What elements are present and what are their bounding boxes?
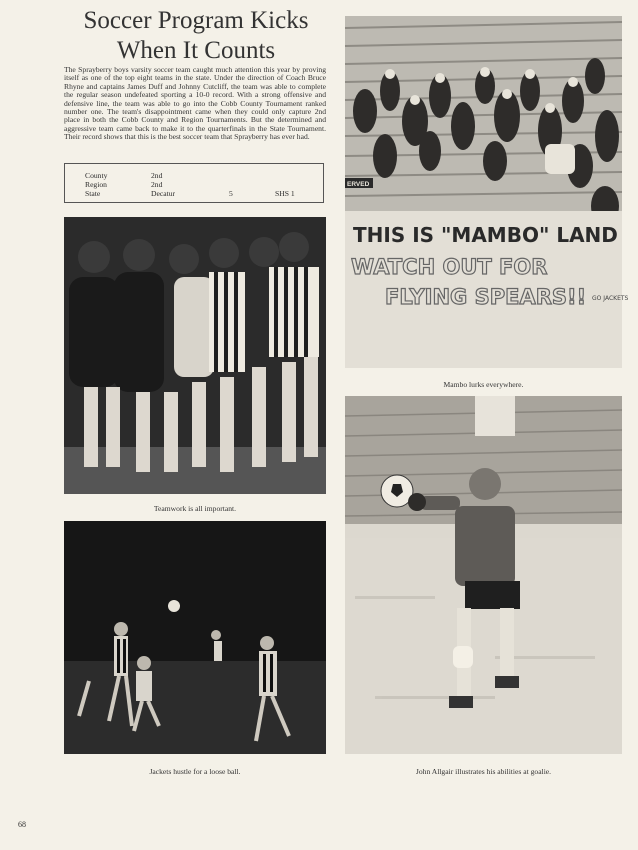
record-cell: SHS 1: [275, 188, 295, 198]
record-cell: Region: [85, 179, 107, 189]
team-huddle-caption: Teamwork is all important.: [153, 504, 237, 513]
record-cell: County: [85, 171, 108, 180]
title-line-2: When It Counts: [116, 37, 276, 64]
record-cell: 2nd: [151, 171, 163, 180]
record-cell: [229, 181, 275, 190]
crowd-banner-caption: Mambo lurks everywhere.: [443, 380, 524, 389]
banner-signature: GO JACKETS: [592, 295, 629, 302]
night-game-photo: [64, 521, 326, 754]
record-cell: 2nd: [151, 179, 163, 189]
goalie-photo: [345, 396, 622, 754]
bleacher-sign-fragment: ERVED: [347, 181, 370, 188]
record-cell: Decatur: [151, 188, 176, 198]
night-game-caption: Jackets hustle for a loose ball.: [149, 767, 241, 776]
article-title: [64, 6, 328, 66]
banner-line-2: WATCH OUT FOR: [351, 255, 548, 279]
banner-line-1: THIS IS "MAMBO" LAND: [353, 223, 618, 247]
record-cell: [275, 172, 315, 181]
record-cell: 5: [229, 188, 233, 198]
banner-line-3: FLYING SPEARS!!: [385, 285, 587, 309]
record-row: [85, 172, 315, 181]
record-cell: [229, 172, 275, 181]
crowd-banner-photo: [345, 16, 629, 368]
season-record-box: [64, 163, 324, 203]
team-huddle-photo: [64, 217, 326, 494]
title-line-1: Soccer Program Kicks: [83, 7, 309, 34]
record-cell: State: [85, 188, 101, 198]
season-record-table: [85, 172, 315, 198]
goalie-caption: John Allgair illustrates his abilities at goalie.: [415, 767, 552, 776]
page-number: 68: [18, 820, 26, 829]
article-body: The Sprayberry boys varsity soccer team caught much attention this year by proving itself as one of the top eight teams in the state. Under the direction of Coach Bruce Rhyne and captains James Duff and Johnny Cutcliff, the team was able to complete the regular season undefeated sporting a 10-0 record. With a strong offensive and defensive line, the team was able to go into the Cobb County Tournament ranked number one. The team's disappointment came when they could only capture 2nd place in both the Cobb County and Region Tournaments. But the determined and aggressive team came back to make it to the quarterfinals in the State Tournament. Their record shows that this is the best soccer team that Sprayberry has ever had.: [64, 65, 326, 142]
record-row: [85, 190, 315, 199]
